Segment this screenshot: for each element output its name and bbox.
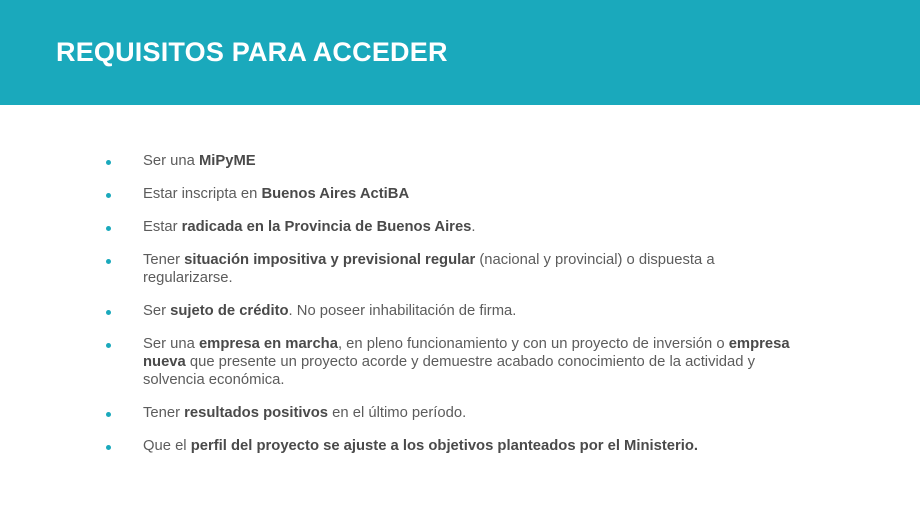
requirement-text: Ser una MiPyME bbox=[143, 153, 256, 169]
requirement-text: Que el perfil del proyecto se ajuste a los objetivos planteados por el Ministerio. bbox=[143, 438, 699, 454]
requirement-text: Estar inscripta en Buenos Aires ActiBA bbox=[143, 186, 410, 202]
requirement-text: Ser una empresa en marcha, en pleno funcionamiento y con un proyecto de inversión o empresa nueva que presente un proyecto acorde y demuestre acabado conocimiento de la actividad y solvencia económica. bbox=[143, 336, 790, 388]
list-item bbox=[106, 437, 806, 455]
list-item bbox=[106, 152, 806, 170]
list-item bbox=[106, 404, 806, 422]
requirement-text: Estar radicada en la Provincia de Buenos Aires. bbox=[143, 219, 476, 235]
list-item bbox=[106, 251, 806, 287]
bullet-icon bbox=[106, 412, 111, 417]
bullet-icon bbox=[106, 259, 111, 264]
requirements-list bbox=[106, 152, 806, 470]
bullet-icon bbox=[106, 160, 111, 165]
bullet-icon bbox=[106, 343, 111, 348]
bullet-icon bbox=[106, 310, 111, 315]
requirement-text: Ser sujeto de crédito. No poseer inhabilitación de firma. bbox=[143, 303, 517, 319]
requirement-text: Tener situación impositiva y previsional regular (nacional y provincial) o dispuesta a regularizarse. bbox=[143, 252, 715, 286]
header-banner bbox=[0, 0, 920, 105]
list-item bbox=[106, 185, 806, 203]
bullet-icon bbox=[106, 226, 111, 231]
bullet-icon bbox=[106, 445, 111, 450]
list-item bbox=[106, 302, 806, 320]
requirement-text: Tener resultados positivos en el último período. bbox=[143, 405, 467, 421]
bullet-icon bbox=[106, 193, 111, 198]
list-item bbox=[106, 335, 806, 389]
page-title: REQUISITOS PARA ACCEDER bbox=[56, 37, 448, 67]
list-item bbox=[106, 218, 806, 236]
